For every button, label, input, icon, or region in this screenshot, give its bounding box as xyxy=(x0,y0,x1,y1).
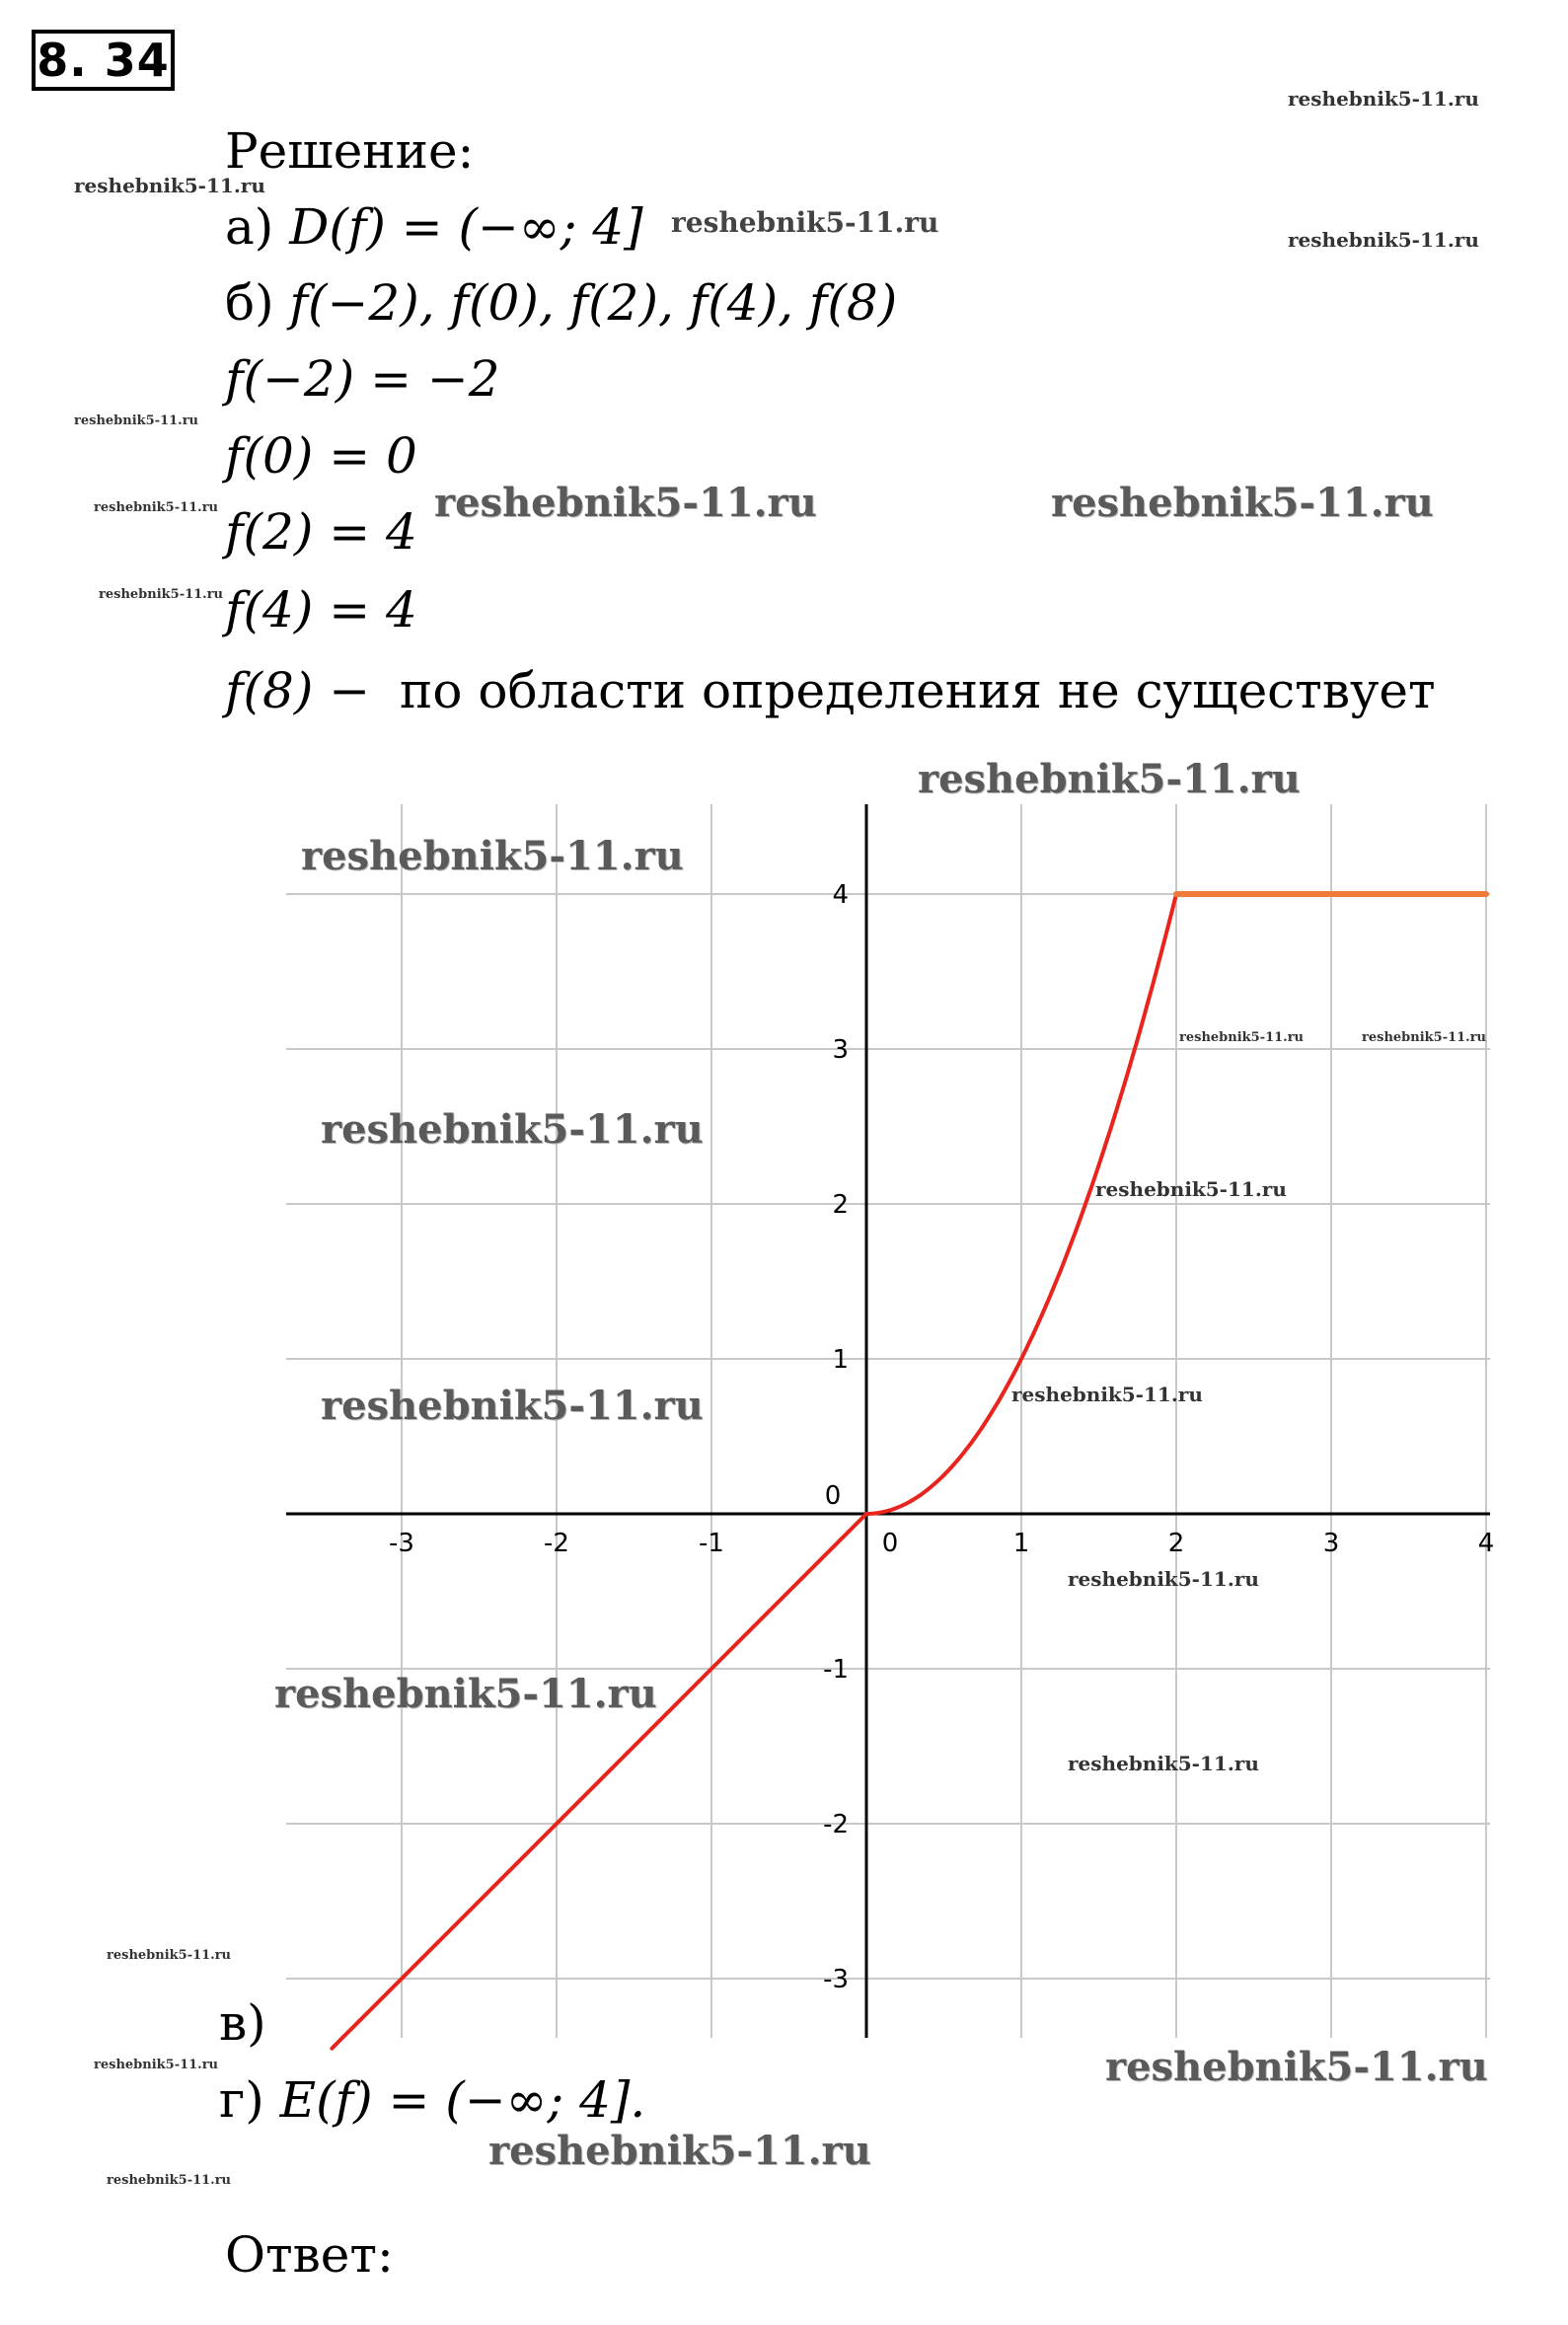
y-tick-label: 2 xyxy=(832,1190,849,1220)
watermark: reshebnik5-11.ru xyxy=(321,1106,704,1153)
watermark: reshebnik5-11.ru xyxy=(301,833,684,879)
y-tick-label: 3 xyxy=(832,1035,849,1065)
watermark: reshebnik5-11.ru xyxy=(1288,87,1479,111)
value-line: f(2) = 4 xyxy=(225,503,417,561)
watermark: reshebnik5-11.ru xyxy=(74,413,199,428)
watermark: reshebnik5-11.ru xyxy=(1288,228,1479,252)
f8-note: по области определения не существует xyxy=(400,662,1436,719)
watermark: reshebnik5-11.ru xyxy=(434,480,817,526)
x-tick-label: 3 xyxy=(1322,1529,1340,1558)
part-v-label: в) xyxy=(219,1994,266,2052)
watermark: reshebnik5-11.ru xyxy=(1068,1752,1259,1775)
x-tick-label: -3 xyxy=(389,1529,414,1558)
part-b-label: б) xyxy=(225,274,274,332)
x-tick-label: -1 xyxy=(699,1529,724,1558)
x-tick-label: -2 xyxy=(544,1529,569,1558)
answer-label: Ответ: xyxy=(225,2226,394,2284)
part-g-label: г) xyxy=(219,2071,264,2129)
watermark: reshebnik5-11.ru xyxy=(1179,1030,1305,1045)
watermark: reshebnik5-11.ru xyxy=(99,587,224,602)
y-tick-label: -3 xyxy=(823,1965,849,1994)
value-line: f(4) = 4 xyxy=(225,581,417,638)
watermark: reshebnik5-11.ru xyxy=(918,756,1301,802)
watermark: reshebnik5-11.ru xyxy=(1095,1177,1287,1201)
curve-segment xyxy=(332,1514,866,2049)
watermark: reshebnik5-11.ru xyxy=(488,2128,871,2174)
y-tick-label: 4 xyxy=(832,880,849,910)
watermark: reshebnik5-11.ru xyxy=(1105,2044,1488,2090)
watermark: reshebnik5-11.ru xyxy=(1362,1030,1487,1045)
value-line: f(−2) = −2 xyxy=(225,350,500,408)
y-tick-label: 1 xyxy=(832,1345,849,1375)
part-a-label: а) xyxy=(225,198,274,256)
x-tick-label: 1 xyxy=(1012,1529,1030,1558)
watermark: reshebnik5-11.ru xyxy=(274,1671,657,1717)
y-tick-label: 0 xyxy=(824,1481,842,1511)
watermark: reshebnik5-11.ru xyxy=(671,206,939,239)
watermark: reshebnik5-11.ru xyxy=(321,1383,704,1429)
part-b-expr: f(−2), f(0), f(2), f(4), f(8) xyxy=(289,274,898,332)
value-line: f(0) = 0 xyxy=(225,427,417,485)
watermark: reshebnik5-11.ru xyxy=(74,174,265,197)
watermark: reshebnik5-11.ru xyxy=(94,2058,219,2072)
watermark: reshebnik5-11.ru xyxy=(107,1948,232,1963)
x-tick-label: 0 xyxy=(881,1529,899,1558)
problem-number: 8. 34 xyxy=(32,30,175,91)
y-tick-label: -2 xyxy=(823,1810,849,1839)
f8-expr: f(8) − xyxy=(225,662,371,719)
curves xyxy=(332,894,1486,2049)
watermark: reshebnik5-11.ru xyxy=(1068,1567,1259,1591)
solution-heading: Решение: xyxy=(225,122,475,180)
watermark: reshebnik5-11.ru xyxy=(1011,1383,1203,1406)
watermark: reshebnik5-11.ru xyxy=(1051,480,1434,526)
part-g xyxy=(219,2071,646,2129)
y-tick-label: -1 xyxy=(823,1655,849,1685)
x-tick-label: 4 xyxy=(1477,1529,1495,1558)
watermark: reshebnik5-11.ru xyxy=(107,2173,232,2188)
watermark: reshebnik5-11.ru xyxy=(94,500,219,515)
part-a-expr: D(f) = (−∞; 4] xyxy=(289,198,643,256)
x-tick-label: 2 xyxy=(1167,1529,1185,1558)
part-g-expr: E(f) = (−∞; 4]. xyxy=(279,2071,646,2129)
